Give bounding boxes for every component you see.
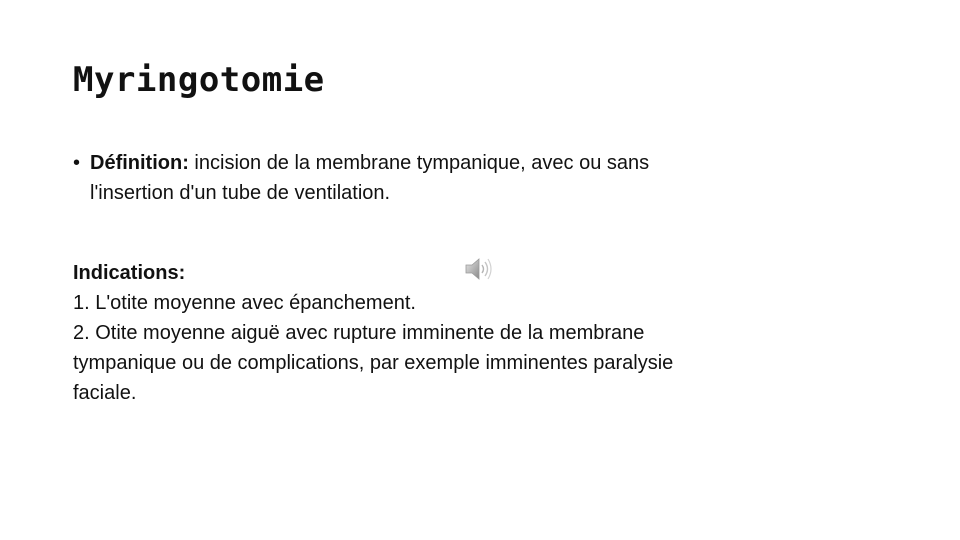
definition-text-2: l'insertion d'un tube de ventilation.: [90, 182, 391, 204]
indications-block: [73, 258, 893, 408]
indication-line-3: tympanique ou de complications, par exemple imminentes paralysie: [73, 352, 674, 374]
indication-line-1: 1. L'otite moyenne avec épanchement.: [73, 292, 416, 314]
indication-line-4: faciale.: [73, 382, 137, 404]
bullet: •: [73, 152, 81, 174]
definition-paragraph: [73, 148, 853, 208]
definition-text-1: incision de la membrane tympanique, avec ou sans: [188, 152, 650, 174]
indication-line-2: 2. Otite moyenne aiguë avec rupture imminente de la membrane: [73, 322, 645, 344]
definition-label: Définition:: [90, 152, 189, 174]
indications-label: Indications:: [73, 262, 186, 284]
slide-title: Myringotomie: [73, 60, 325, 100]
definition-line-1: [73, 148, 853, 178]
